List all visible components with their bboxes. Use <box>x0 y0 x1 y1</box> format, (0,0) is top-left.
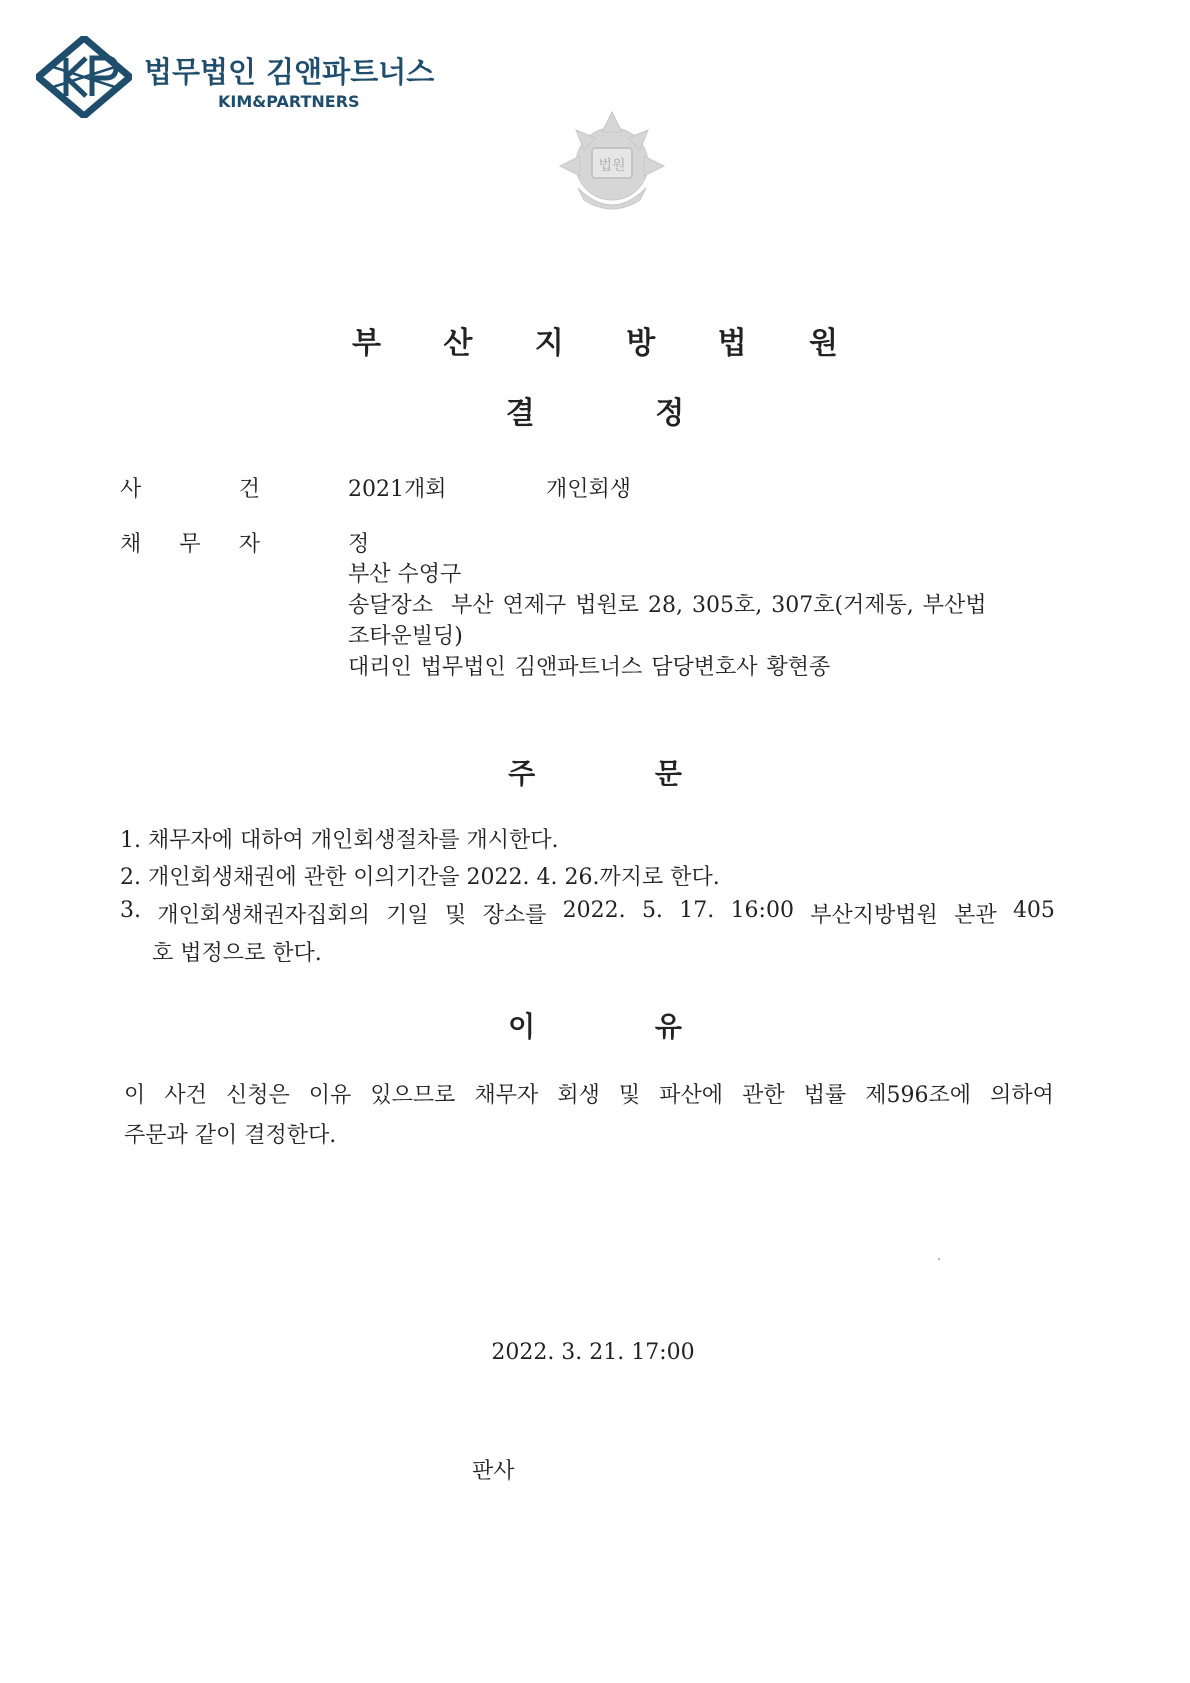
order-item-2: 2. 개인회생채권에 관한 이의기간을 2022. 4. 26.까지로 한다. <box>120 865 720 890</box>
order-item-3-word: 3. <box>120 898 141 923</box>
reason-text-line1 <box>124 1078 1054 1109</box>
firm-name-english: KIM&PARTNERS <box>218 92 360 111</box>
reason-word: 및 <box>618 1083 641 1108</box>
order-item-3-word: 5. <box>641 898 663 923</box>
scan-speck <box>938 1258 940 1260</box>
case-number: 2021개회 <box>348 477 447 502</box>
order-item-3-word: 본관 <box>954 903 997 928</box>
debtor-label-char: 채 <box>120 532 142 557</box>
reason-word: 채무자 <box>474 1083 539 1108</box>
reason-word: 신청은 <box>225 1083 290 1108</box>
reason-heading: 이 유 <box>508 1010 682 1043</box>
case-label-char: 건 <box>238 477 260 502</box>
order-item-3-word: 405 <box>1012 898 1055 923</box>
firm-logo-mark-icon <box>36 36 132 118</box>
debtor-label-char: 무 <box>179 532 201 557</box>
reason-word: 파산에 <box>659 1083 724 1108</box>
firm-logo <box>36 36 436 120</box>
decision-date-text: 2022. 3. 21. 17:00 <box>491 1340 695 1365</box>
delivery-address-line2: 조타운빌딩) <box>348 624 463 649</box>
order-item-3-word: 부산지방법원 <box>810 903 938 928</box>
court-seal-icon <box>556 110 668 218</box>
delivery-address-line1: 송달장소 부산 연제구 법원로 28, 305호, 307호(거제동, 부산법 <box>348 593 987 618</box>
debtor-name: 정 <box>348 532 370 557</box>
reason-word: 제596조에 <box>865 1083 972 1108</box>
reason-word: 의하여 <box>990 1083 1054 1108</box>
reason-word: 회생 <box>557 1083 600 1108</box>
order-item-3-word: 16:00 <box>730 898 794 923</box>
judge-label: 판사 <box>472 1459 515 1484</box>
case-label <box>120 472 260 503</box>
reason-word: 법률 <box>803 1083 847 1108</box>
order-item-3-word: 기일 <box>386 903 429 928</box>
document-title: 결 정 <box>505 396 685 431</box>
order-item-3-word: 개인회생채권자집회의 <box>157 903 370 928</box>
reason-word: 관한 <box>742 1083 785 1108</box>
order-item-3-word: 장소를 <box>482 903 547 928</box>
reason-text-line2: 주문과 같이 결정한다. <box>124 1123 337 1148</box>
reason-word: 이유 <box>308 1083 352 1108</box>
case-type: 개인회생 <box>546 477 632 502</box>
case-label-char: 사 <box>120 477 142 502</box>
legal-agent: 대리인 법무법인 김앤파트너스 담당변호사 황현종 <box>348 655 831 680</box>
decision-date <box>0 1340 1190 1365</box>
debtor-label <box>120 527 260 558</box>
firm-name-korean: 법무법인 김앤파트너스 <box>144 55 435 89</box>
reason-word: 있으므로 <box>370 1083 456 1108</box>
order-item-3-line2: 호 법정으로 한다. <box>152 941 322 966</box>
reason-word: 이 <box>124 1083 146 1108</box>
order-item-3-word: 및 <box>444 903 467 928</box>
court-name: 부 산 지 방 법 원 <box>351 326 865 361</box>
seal-text: 법원 <box>598 158 626 174</box>
order-item-3-word: 2022. <box>562 898 626 923</box>
order-item-3-word: 17. <box>679 898 715 923</box>
debtor-address: 부산 수영구 <box>348 562 462 587</box>
debtor-label-char: 자 <box>238 532 260 557</box>
reason-word: 사건 <box>164 1083 207 1108</box>
order-item-1: 1. 채무자에 대하여 개인회생절차를 개시한다. <box>120 828 559 853</box>
order-heading: 주 문 <box>508 757 682 790</box>
order-item-3-line1 <box>120 898 1055 929</box>
